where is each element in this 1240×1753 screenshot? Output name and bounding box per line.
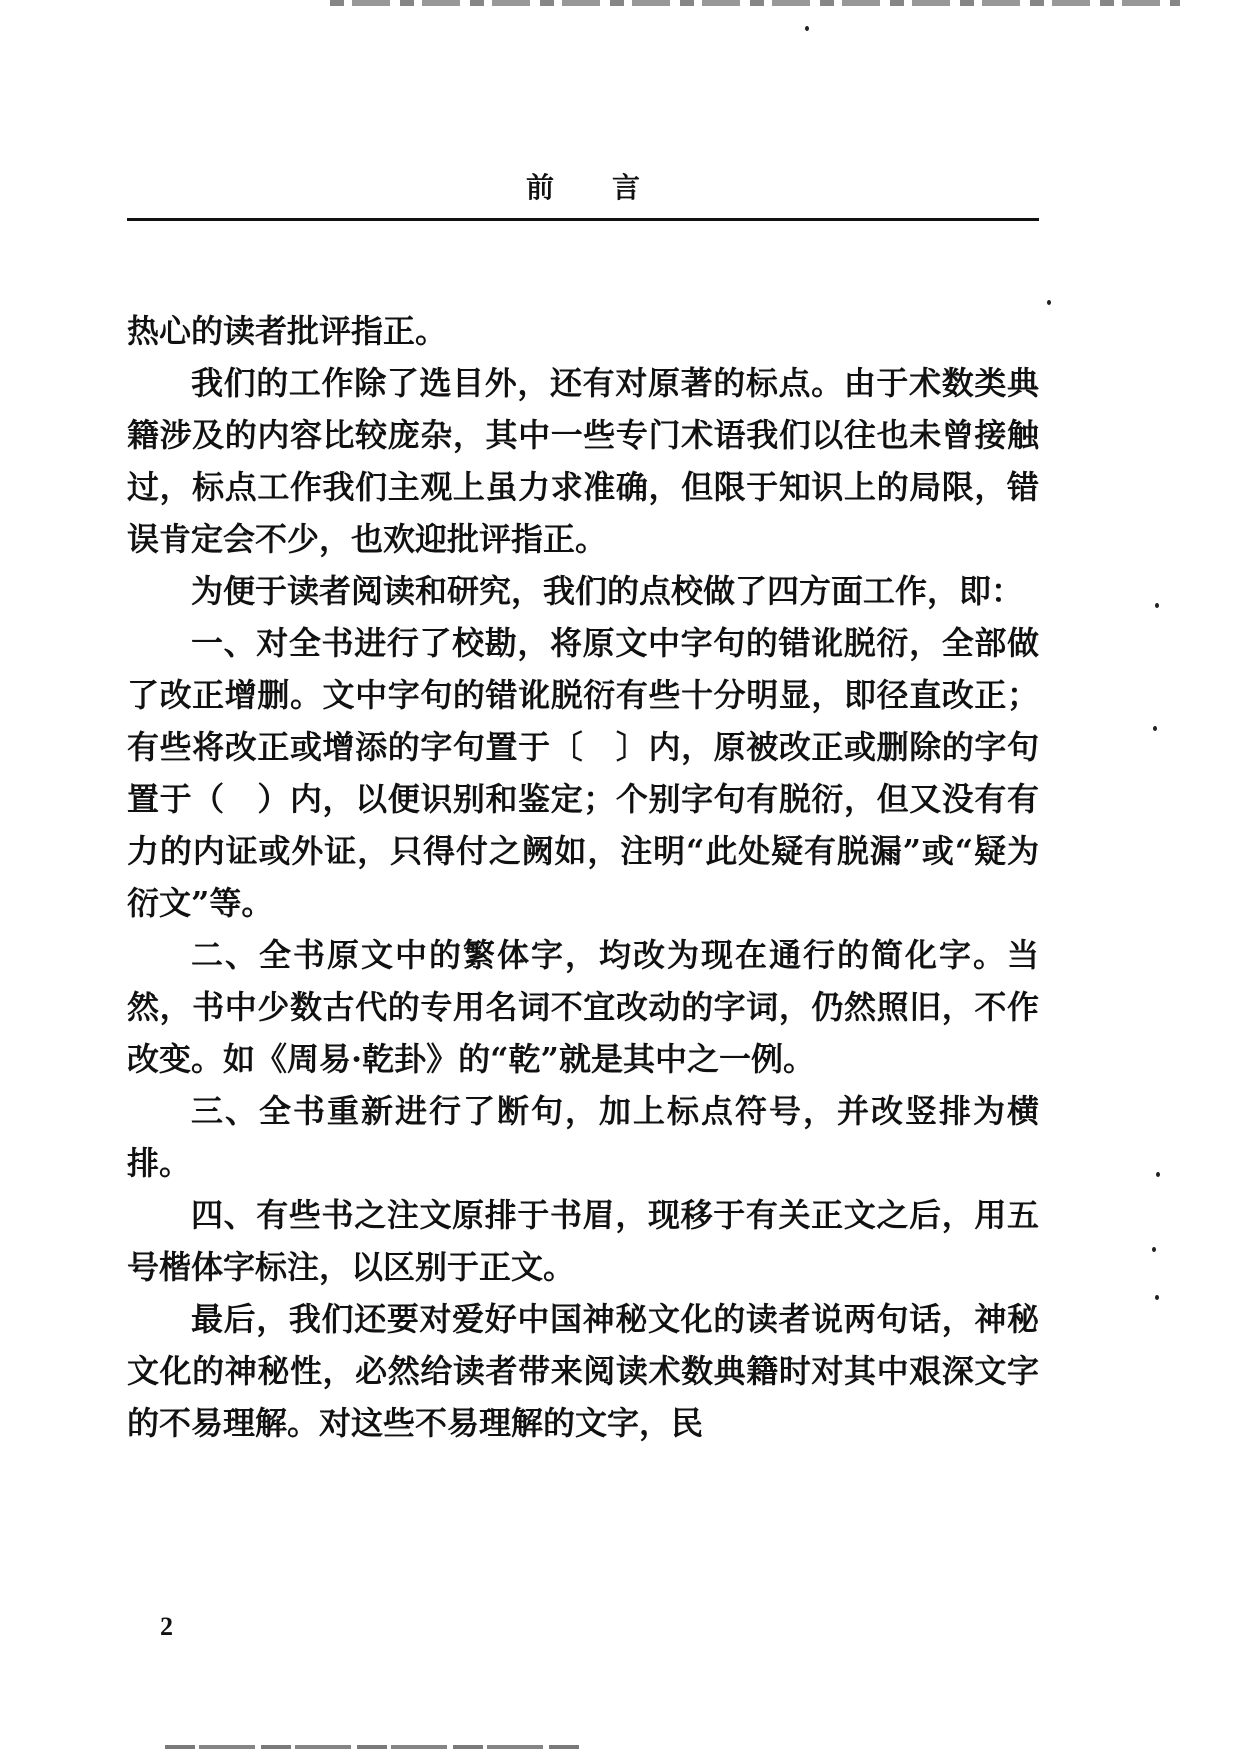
paragraph-item-one: 一、对全书进行了校勘，将原文中字句的错讹脱衍，全部做了改正增删。文中字句的错讹脱衍有些十分明显，即径直改正；有些将改正或增添的字句置于〔 〕内，原被改正或删除的字句置于（ ）内，以便识别和鉴定；个别字句有脱衍，但又没有有力的内证或外证，只得付之阙如，注明“此处疑有脱漏”或“疑为衍文”等。 (127, 624, 1039, 922)
paragraph-item-two: 二、全书原文中的繁体字，均改为现在通行的简化字。当然，书中少数古代的专用名词不宜改动的字词，仍然照旧，不作改变。如《周易·乾卦》的“乾”就是其中之一例。 (127, 936, 1039, 1078)
header-rule (127, 218, 1039, 221)
scan-artifact-top (330, 0, 1180, 6)
page-title: 前言 (525, 171, 698, 204)
body-text (127, 305, 1039, 1449)
scan-speck (1152, 1247, 1156, 1252)
scan-speck (1153, 726, 1157, 731)
paragraph-item-four: 四、有些书之注文原排于书眉，现移于有关正文之后，用五号楷体字标注，以区别于正文。 (127, 1196, 1039, 1286)
scan-speck (805, 26, 809, 31)
paragraph-continuation: 热心的读者批评指正。 (127, 312, 448, 350)
scan-speck (1155, 1295, 1159, 1300)
page-header (127, 168, 1039, 208)
paragraph-item-three: 三、全书重新进行了断句，加上标点符号，并改竖排为横排。 (127, 1092, 1039, 1182)
paragraph-punctuation-work: 我们的工作除了选目外，还有对原著的标点。由于术数类典籍涉及的内容比较庞杂，其中一些专门术语我们以往也未曾接触过，标点工作我们主观上虽力求准确，但限于知识上的局限，错误肯定会不少，也欢迎批评指正。 (127, 364, 1039, 558)
scan-speck (1155, 603, 1159, 608)
page-number: 2 (160, 1612, 173, 1641)
scan-artifact-bottom (165, 1745, 580, 1749)
paragraph-four-aspects: 为便于读者阅读和研究，我们的点校做了四方面工作，即： (191, 572, 1024, 610)
scan-speck (1156, 1172, 1160, 1177)
paragraph-closing: 最后，我们还要对爱好中国神秘文化的读者说两句话，神秘文化的神秘性，必然给读者带来阅读术数典籍时对其中艰深文字的不易理解。对这些不易理解的文字，民 (127, 1300, 1039, 1442)
scan-speck (1047, 300, 1051, 305)
